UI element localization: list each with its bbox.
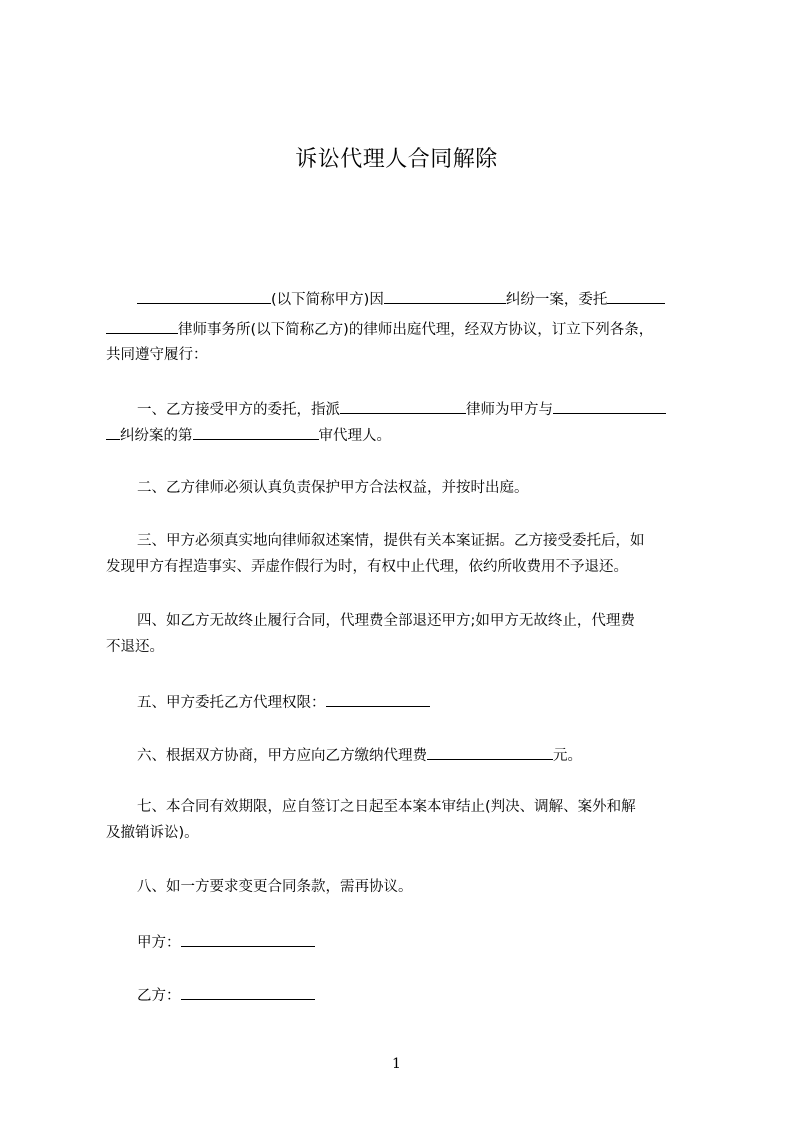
clause-1-text-a: 一、乙方接受甲方的委托，指派: [137, 402, 340, 418]
intro-text-a: (以下简称甲方)因: [271, 292, 384, 308]
intro-text-c: 律师事务所(以下简称乙方)的律师出庭代理，经双方协议，订立下列各条，: [178, 322, 654, 338]
clause-5-text: 五、甲方委托乙方代理权限：: [137, 695, 326, 711]
clause-3-line-1: 三、甲方必须真实地向律师叙述案情，提供有关本案证据。乙方接受委托后，如: [137, 533, 645, 549]
party-b-line: [137, 984, 315, 1006]
clause-6-text-b: 元。: [553, 748, 582, 764]
intro-text-b: 纠纷一案，委托: [505, 292, 608, 308]
document-title: 诉讼代理人合同解除: [295, 147, 498, 172]
party-a-signature-field[interactable]: [181, 931, 315, 947]
party-b-signature-field[interactable]: [181, 984, 315, 1000]
intro-line-1: [137, 288, 665, 310]
clause-1-text-c: 纠纷案的第: [120, 428, 193, 444]
party-a-label: 甲方：: [137, 935, 181, 951]
intro-line-2: [106, 318, 653, 340]
clause-1-line-2: [106, 424, 391, 446]
clause-1-text-d: 审代理人。: [318, 428, 391, 444]
clause-6: [137, 744, 582, 766]
intro-line-3: 共同遵守履行：: [106, 347, 208, 363]
blank-field[interactable]: [340, 398, 466, 414]
blank-field[interactable]: [384, 288, 506, 304]
party-b-label: 乙方：: [137, 988, 181, 1004]
page-number: 1: [392, 1056, 401, 1072]
blank-field[interactable]: [137, 288, 271, 304]
clause-1-text-b: 律师为甲方与: [466, 402, 553, 418]
blank-field[interactable]: [553, 398, 666, 414]
blank-field[interactable]: [106, 424, 120, 440]
clause-6-text-a: 六、根据双方协商，甲方应向乙方缴纳代理费: [137, 748, 427, 764]
blank-field[interactable]: [193, 424, 319, 440]
clause-7-line-1: 七、本合同有效期限，应自签订之日起至本案本审结止(判决、调解、案外和解: [137, 799, 636, 815]
blank-field[interactable]: [326, 691, 430, 707]
blank-field[interactable]: [607, 288, 665, 304]
blank-field[interactable]: [106, 318, 178, 334]
clause-4-line-1: 四、如乙方无故终止履行合同，代理费全部退还甲方;如甲方无故终止，代理费: [137, 613, 635, 629]
clause-3-line-2: 发现甲方有捏造事实、弄虚作假行为时，有权中止代理，依约所收费用不予退还。: [106, 559, 628, 575]
clause-4-line-2: 不退还。: [106, 639, 164, 655]
clause-5: [137, 691, 430, 713]
clause-8: 八、如一方要求变更合同条款，需再协议。: [137, 879, 413, 895]
clause-2: 二、乙方律师必须认真负责保护甲方合法权益，并按时出庭。: [137, 480, 529, 496]
party-a-line: [137, 931, 315, 953]
clause-1-line-1: [137, 398, 666, 420]
blank-field[interactable]: [427, 744, 553, 760]
clause-7-line-2: 及撤销诉讼)。: [106, 825, 199, 841]
